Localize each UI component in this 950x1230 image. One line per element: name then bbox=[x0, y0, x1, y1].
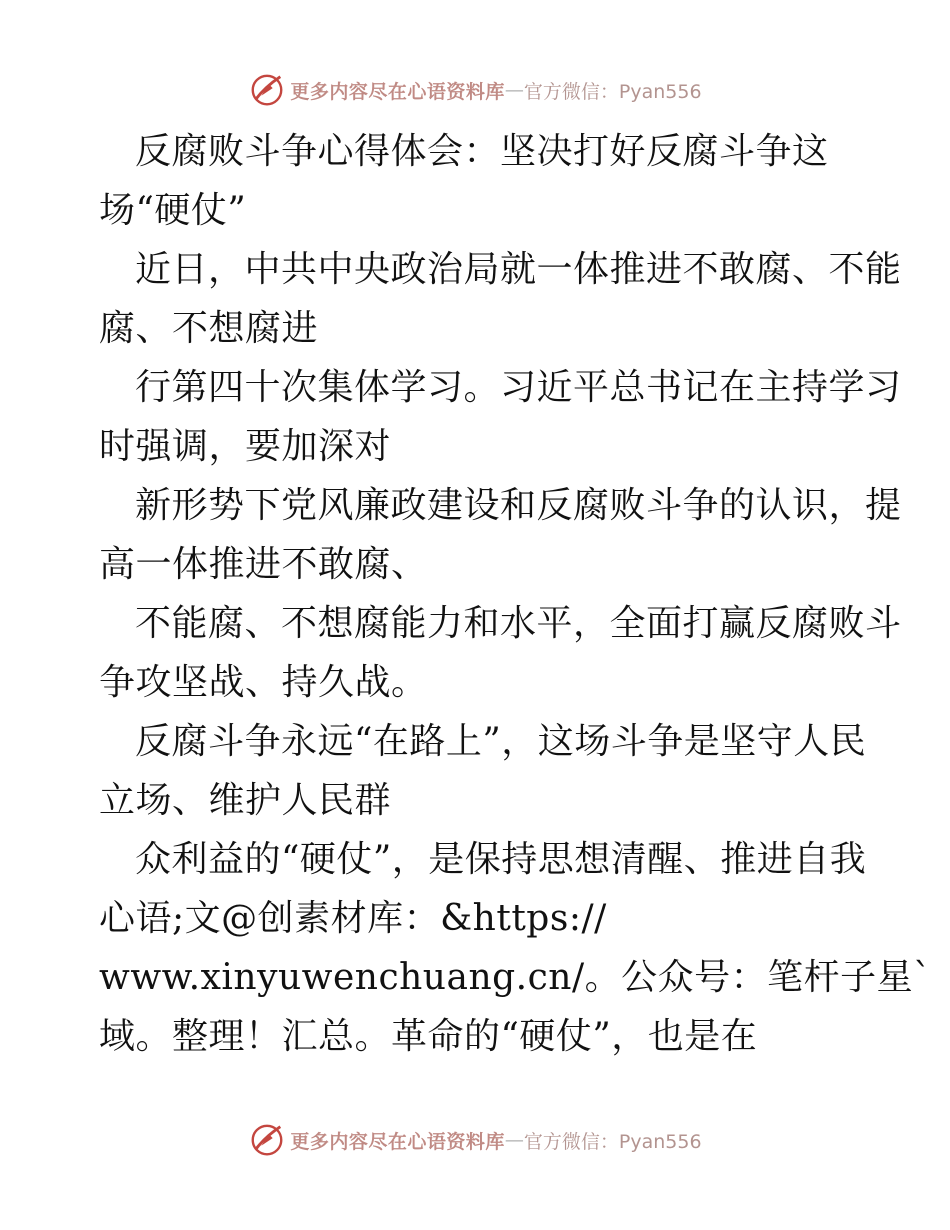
paragraph-line: 高一体推进不敢腐、 bbox=[99, 544, 428, 585]
paragraph-line: 时强调，要加深对 bbox=[99, 426, 392, 467]
paragraph-line: 近日，中共中央政治局就一体推进不敢腐、不能 bbox=[135, 249, 902, 290]
paragraph-line: 行第四十次集体学习。习近平总书记在主持学习 bbox=[135, 367, 902, 408]
banner-site-text: 更多内容尽在心语资料库 bbox=[290, 1130, 505, 1153]
paragraph-line: 域。整理！汇总。革命的“硬仗”，也是在 bbox=[99, 1016, 758, 1057]
paragraph-line: 反腐斗争永远“在路上”，这场斗争是坚守人民 bbox=[135, 721, 867, 762]
paragraph-line: 新形势下党风廉政建设和反腐败斗争的认识，提 bbox=[135, 485, 902, 526]
banner-wechat-text: 官方微信：Pyan556 bbox=[523, 80, 702, 103]
banner-separator: — bbox=[504, 1129, 524, 1151]
banner-separator: — bbox=[504, 79, 524, 101]
pen-nib-icon bbox=[248, 71, 286, 109]
paragraph-line: 腐、不想腐进 bbox=[99, 308, 319, 349]
paragraph-line: 众利益的“硬仗”，是保持思想清醒、推进自我 bbox=[135, 839, 867, 880]
paragraph-line: www.xinyuwenchuang.cn/。公众号：笔杆子星` bbox=[99, 957, 932, 998]
banner-site-text: 更多内容尽在心语资料库 bbox=[290, 80, 505, 103]
title-line-2: 场“硬仗” bbox=[99, 190, 247, 231]
footer-banner bbox=[0, 1120, 950, 1160]
banner-wechat-text: 官方微信：Pyan556 bbox=[523, 1130, 702, 1153]
paragraph-line: 争攻坚战、持久战。 bbox=[99, 662, 428, 703]
document-body bbox=[99, 122, 932, 1066]
paragraph-line: 不能腐、不想腐能力和水平，全面打赢反腐败斗 bbox=[135, 603, 902, 644]
paragraph-line: 心语;文@创素材库：&https:// bbox=[99, 898, 607, 939]
pen-nib-icon bbox=[248, 1121, 286, 1159]
paragraph-line: 立场、维护人民群 bbox=[99, 780, 392, 821]
header-banner bbox=[0, 70, 950, 110]
title-line-1: 反腐败斗争心得体会：坚决打好反腐斗争这 bbox=[135, 131, 829, 172]
